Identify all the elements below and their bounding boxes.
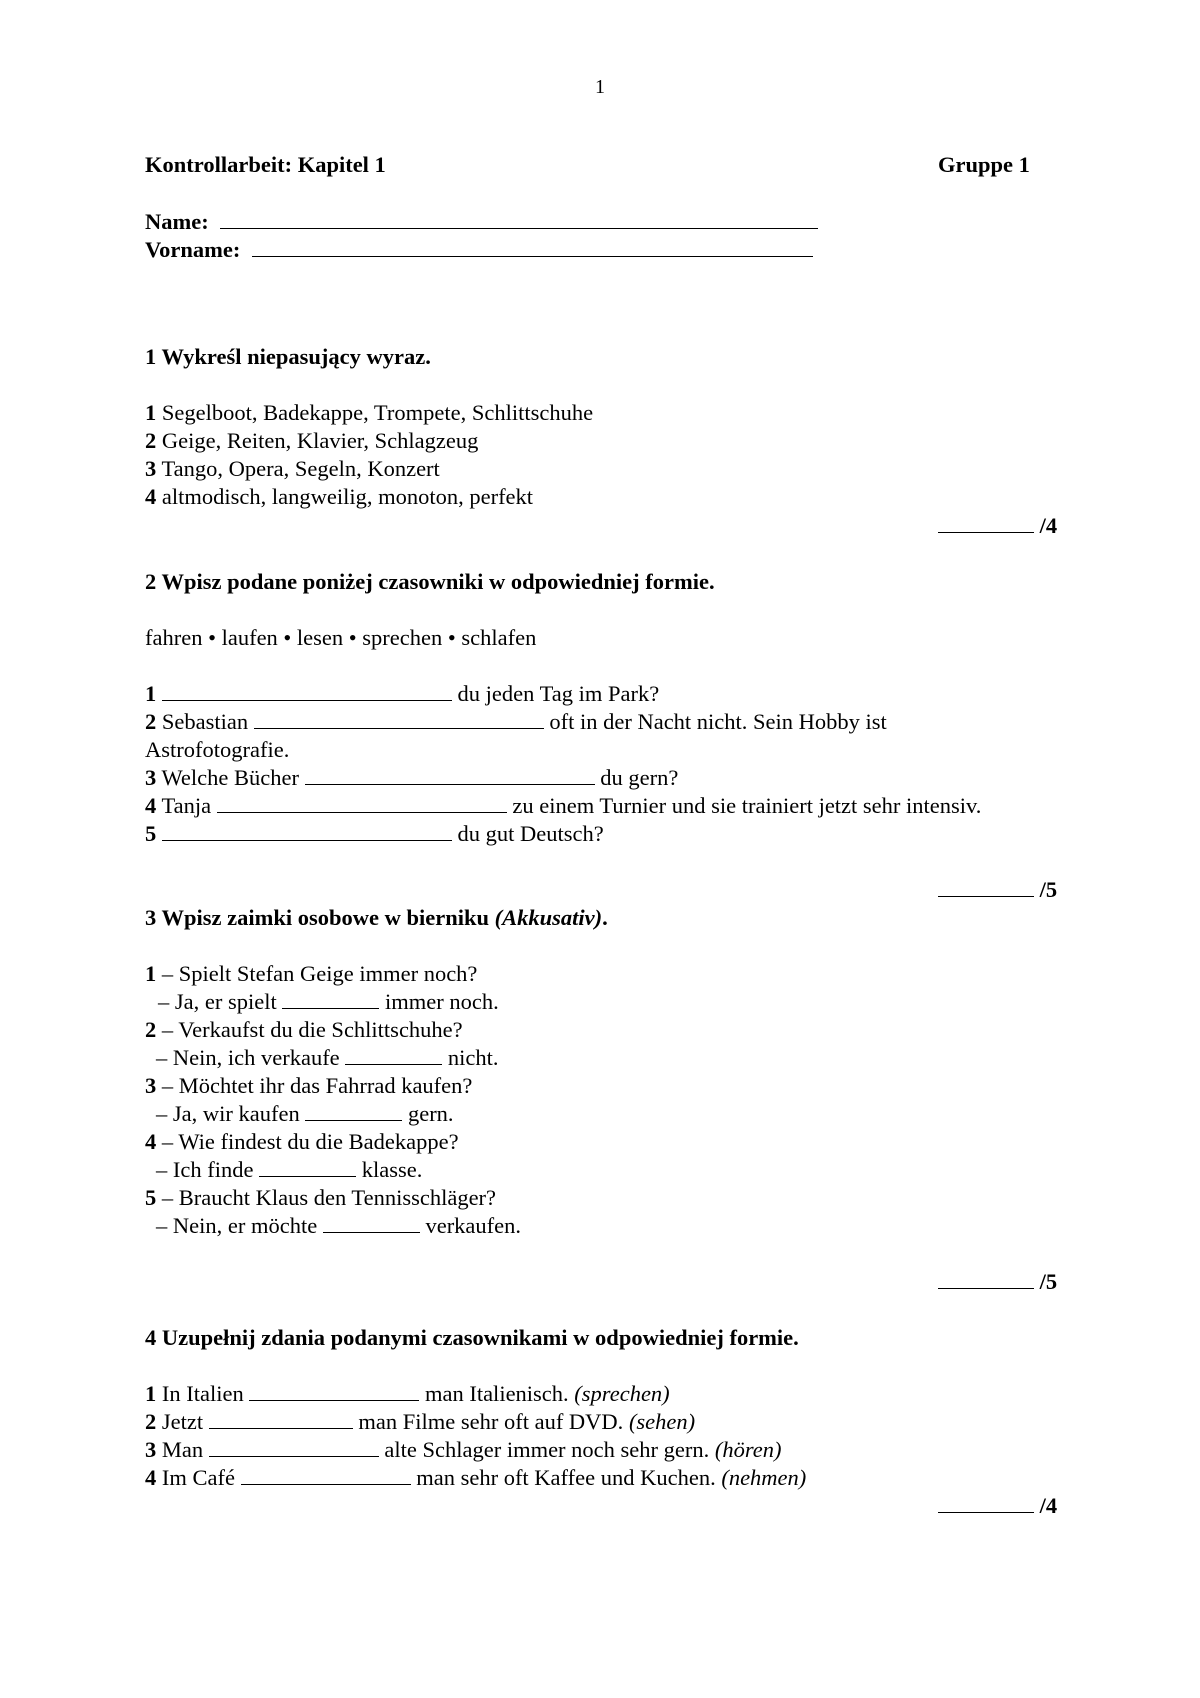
item-text: zu einem Turnier und sie trainiert jetzt sehr intensiv. — [512, 793, 982, 818]
item-text: Segelboot, Badekappe, Trompete, Schlittschuhe — [161, 400, 594, 425]
score-max: /4 — [1039, 1493, 1058, 1518]
item-text: – Wie findest du die Badekappe? — [161, 1129, 459, 1154]
item-number: 3 — [145, 456, 157, 481]
vorname-label: Vorname: — [145, 237, 241, 262]
item-number: 4 — [145, 793, 157, 818]
item-text: nicht. — [447, 1045, 499, 1070]
item-text: – Nein, er möchte — [156, 1213, 318, 1238]
name-field[interactable] — [220, 208, 818, 229]
item-number: 2 — [145, 428, 157, 453]
answer-blank[interactable] — [305, 764, 595, 785]
answer-blank[interactable] — [249, 1380, 419, 1401]
name-row — [145, 208, 818, 236]
item-text: du jeden Tag im Park? — [457, 681, 660, 706]
item-number: 5 — [145, 1185, 157, 1210]
section3-answer — [156, 1156, 422, 1184]
item-number: 4 — [145, 484, 157, 509]
item-text: Jetzt — [161, 1409, 204, 1434]
heading-italic: (Akkusativ) — [494, 905, 603, 930]
item-text: gern. — [407, 1101, 454, 1126]
item-number: 4 — [145, 1129, 157, 1154]
section1-heading: 1 Wykreśl niepasujący wyraz. — [145, 344, 431, 369]
section3-question — [145, 1016, 463, 1044]
section4-item — [145, 1436, 782, 1464]
section2-item — [145, 708, 887, 736]
item-text: – Nein, ich verkaufe — [156, 1045, 340, 1070]
answer-blank[interactable] — [162, 680, 452, 701]
item-number: 1 — [145, 400, 157, 425]
item-text: Welche Bücher — [161, 765, 299, 790]
section3-question — [145, 1072, 472, 1100]
answer-blank[interactable] — [345, 1044, 442, 1065]
item-number: 1 — [145, 681, 157, 706]
item-text: In Italien — [161, 1381, 244, 1406]
answer-blank[interactable] — [259, 1156, 356, 1177]
item-number: 2 — [145, 1017, 157, 1042]
item-text: Tango, Opera, Segeln, Konzert — [161, 456, 440, 481]
score-field[interactable] — [938, 876, 1034, 897]
item-number: 3 — [145, 1437, 157, 1462]
score-field[interactable] — [938, 1492, 1034, 1513]
item-number: 3 — [145, 765, 157, 790]
item-text: Geige, Reiten, Klavier, Schlagzeug — [161, 428, 479, 453]
verb-hint: (sehen) — [628, 1409, 696, 1434]
item-number: 5 — [145, 821, 157, 846]
section4-item — [145, 1380, 670, 1408]
section3-answer — [156, 1044, 499, 1072]
item-text: – Ja, er spielt — [158, 989, 277, 1014]
heading-text: 3 Wpisz zaimki osobowe w bierniku — [145, 905, 495, 930]
section3-question — [145, 1184, 496, 1212]
item-number: 4 — [145, 1465, 157, 1490]
item-text: – Braucht Klaus den Tennisschläger? — [161, 1185, 497, 1210]
score-field[interactable] — [938, 1268, 1034, 1289]
item-text: du gern? — [600, 765, 679, 790]
section1-item — [145, 399, 593, 427]
item-text: altmodisch, langweilig, monoton, perfekt — [161, 484, 534, 509]
section2-item — [145, 680, 659, 708]
section1-item — [145, 483, 533, 511]
item-text: immer noch. — [384, 989, 499, 1014]
answer-blank[interactable] — [162, 820, 452, 841]
item-text: oft in der Nacht nicht. Sein Hobby ist — [549, 709, 887, 734]
item-number: 2 — [145, 1409, 157, 1434]
section3-question — [145, 960, 477, 988]
score-max: /5 — [1039, 877, 1058, 902]
score-max: /5 — [1039, 1269, 1058, 1294]
vorname-field[interactable] — [252, 236, 813, 257]
section3-score — [938, 1268, 1057, 1296]
section2-item — [145, 820, 604, 848]
item-text: du gut Deutsch? — [457, 821, 604, 846]
verb-hint: (hören) — [714, 1437, 782, 1462]
section3-answer — [156, 1212, 521, 1240]
item-text: – Ich finde — [156, 1157, 254, 1182]
verb-hint: (nehmen) — [721, 1465, 807, 1490]
score-field[interactable] — [938, 512, 1034, 533]
item-number: 2 — [145, 709, 157, 734]
section1-item — [145, 455, 440, 483]
worksheet-title: Kontrollarbeit: Kapitel 1 — [145, 152, 386, 177]
answer-blank[interactable] — [217, 792, 507, 813]
item-text: Sebastian — [161, 709, 249, 734]
page-number: 1 — [595, 76, 605, 98]
item-text: klasse. — [361, 1157, 423, 1182]
item-text: – Ja, wir kaufen — [156, 1101, 300, 1126]
item-text: – Spielt Stefan Geige immer noch? — [161, 961, 478, 986]
item-text: – Verkaufst du die Schlittschuhe? — [161, 1017, 463, 1042]
word-bank: fahren • laufen • lesen • sprechen • schlafen — [145, 625, 537, 650]
answer-blank[interactable] — [254, 708, 544, 729]
score-max: /4 — [1039, 513, 1058, 538]
heading-end: . — [602, 905, 608, 930]
group-label: Gruppe 1 — [938, 152, 1030, 177]
section4-heading: 4 Uzupełnij zdania podanymi czasownikami w odpowiedniej formie. — [145, 1325, 799, 1350]
item-text: man Italienisch. — [424, 1381, 569, 1406]
section4-score — [938, 1492, 1057, 1520]
item-text: verkaufen. — [425, 1213, 522, 1238]
answer-blank[interactable] — [241, 1464, 411, 1485]
section3-question — [145, 1128, 459, 1156]
section2-score — [938, 876, 1057, 904]
answer-blank[interactable] — [323, 1212, 420, 1233]
item-number: 1 — [145, 1381, 157, 1406]
answer-blank[interactable] — [209, 1436, 379, 1457]
answer-blank[interactable] — [209, 1408, 353, 1429]
section3-heading — [145, 904, 608, 932]
item-text: man sehr oft Kaffee und Kuchen. — [416, 1465, 716, 1490]
answer-blank[interactable] — [282, 988, 379, 1009]
name-label: Name: — [145, 209, 209, 234]
vorname-row — [145, 236, 813, 264]
item-text: man Filme sehr oft auf DVD. — [358, 1409, 624, 1434]
item-text: Man — [161, 1437, 204, 1462]
item-number: 3 — [145, 1073, 157, 1098]
section3-answer — [158, 988, 499, 1016]
section2-item — [145, 764, 678, 792]
section2-item — [145, 792, 981, 820]
section2-item-continuation: Astrofotografie. — [145, 737, 290, 762]
item-text: alte Schlager immer noch sehr gern. — [384, 1437, 710, 1462]
item-text: Tanja — [161, 793, 212, 818]
section1-item — [145, 427, 478, 455]
answer-blank[interactable] — [305, 1100, 402, 1121]
item-text: – Möchtet ihr das Fahrrad kaufen? — [161, 1073, 473, 1098]
item-number: 1 — [145, 961, 157, 986]
section4-item — [145, 1464, 806, 1492]
section2-heading: 2 Wpisz podane poniżej czasowniki w odpowiedniej formie. — [145, 569, 715, 594]
section3-answer — [156, 1100, 454, 1128]
verb-hint: (sprechen) — [574, 1381, 670, 1406]
section1-score — [938, 512, 1057, 540]
item-text: Im Café — [161, 1465, 235, 1490]
section4-item — [145, 1408, 695, 1436]
